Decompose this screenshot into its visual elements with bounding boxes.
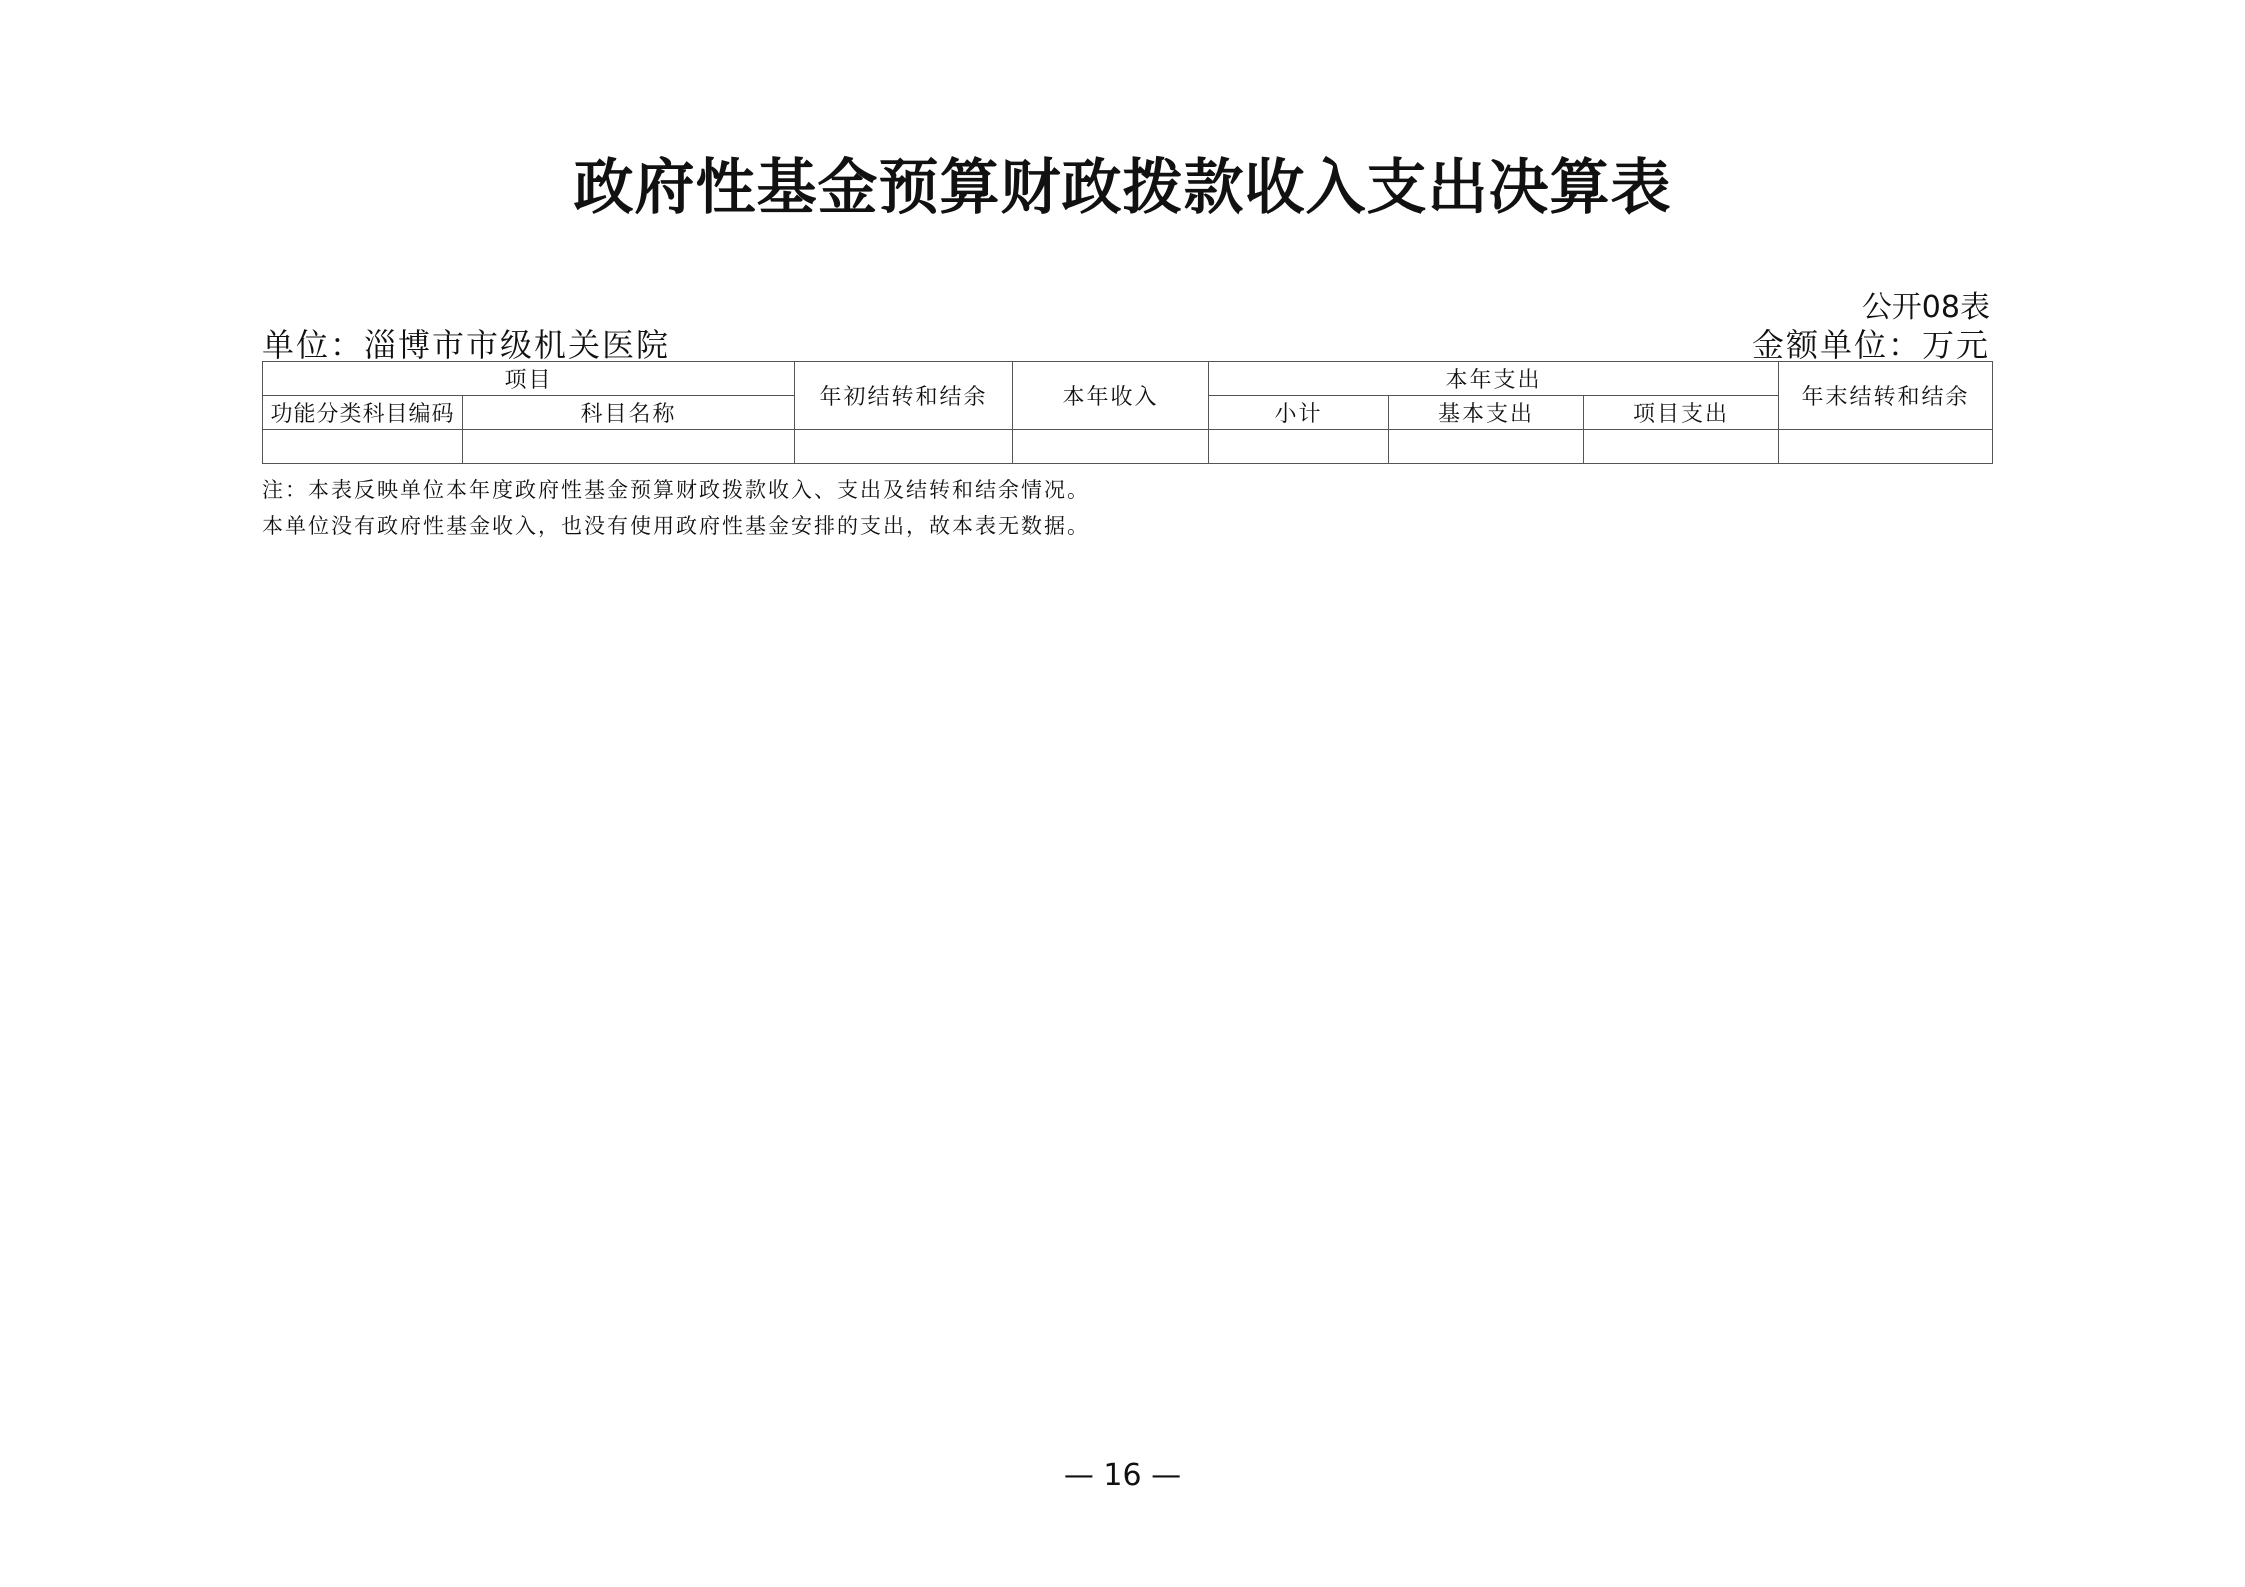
note-text: 本单位没有政府性基金收入，也没有使用政府性基金安排的支出，故本表无数据。	[262, 514, 1090, 538]
table-cell	[1389, 430, 1584, 464]
header-current-expenditure: 本年支出	[1209, 362, 1779, 396]
table-cell	[263, 430, 463, 464]
table-cell	[1584, 430, 1779, 464]
table-cell	[1013, 430, 1209, 464]
table-cell	[463, 430, 795, 464]
amount-unit-label: 金额单位：万元	[1751, 326, 1990, 364]
header-project-expenditure: 项目支出	[1584, 396, 1779, 430]
header-closing-balance: 年末结转和结余	[1779, 362, 1993, 430]
header-basic-expenditure: 基本支出	[1389, 396, 1584, 430]
table-cell	[795, 430, 1013, 464]
header-row-1	[263, 362, 1993, 396]
header-project: 项目	[263, 362, 795, 396]
header-subtotal: 小计	[1209, 396, 1389, 430]
table-row	[263, 430, 1993, 464]
header-current-income: 本年收入	[1013, 362, 1209, 430]
unit-label: 单位：淄博市市级机关医院	[262, 326, 671, 364]
budget-table	[262, 361, 1993, 464]
note-text: 注：本表反映单位本年度政府性基金预算财政拨款收入、支出及结转和结余情况。	[262, 478, 1090, 502]
table-cell	[1209, 430, 1389, 464]
header-function-code: 功能分类科目编码	[263, 396, 463, 430]
header-subject-name: 科目名称	[463, 396, 795, 430]
page-title: 政府性基金预算财政拨款收入支出决算表	[573, 153, 1672, 223]
header-opening-balance: 年初结转和结余	[795, 362, 1013, 430]
table-cell	[1779, 430, 1993, 464]
page-number: — 16 —	[1063, 1458, 1182, 1493]
table-number: 公开08表	[1861, 290, 1990, 325]
